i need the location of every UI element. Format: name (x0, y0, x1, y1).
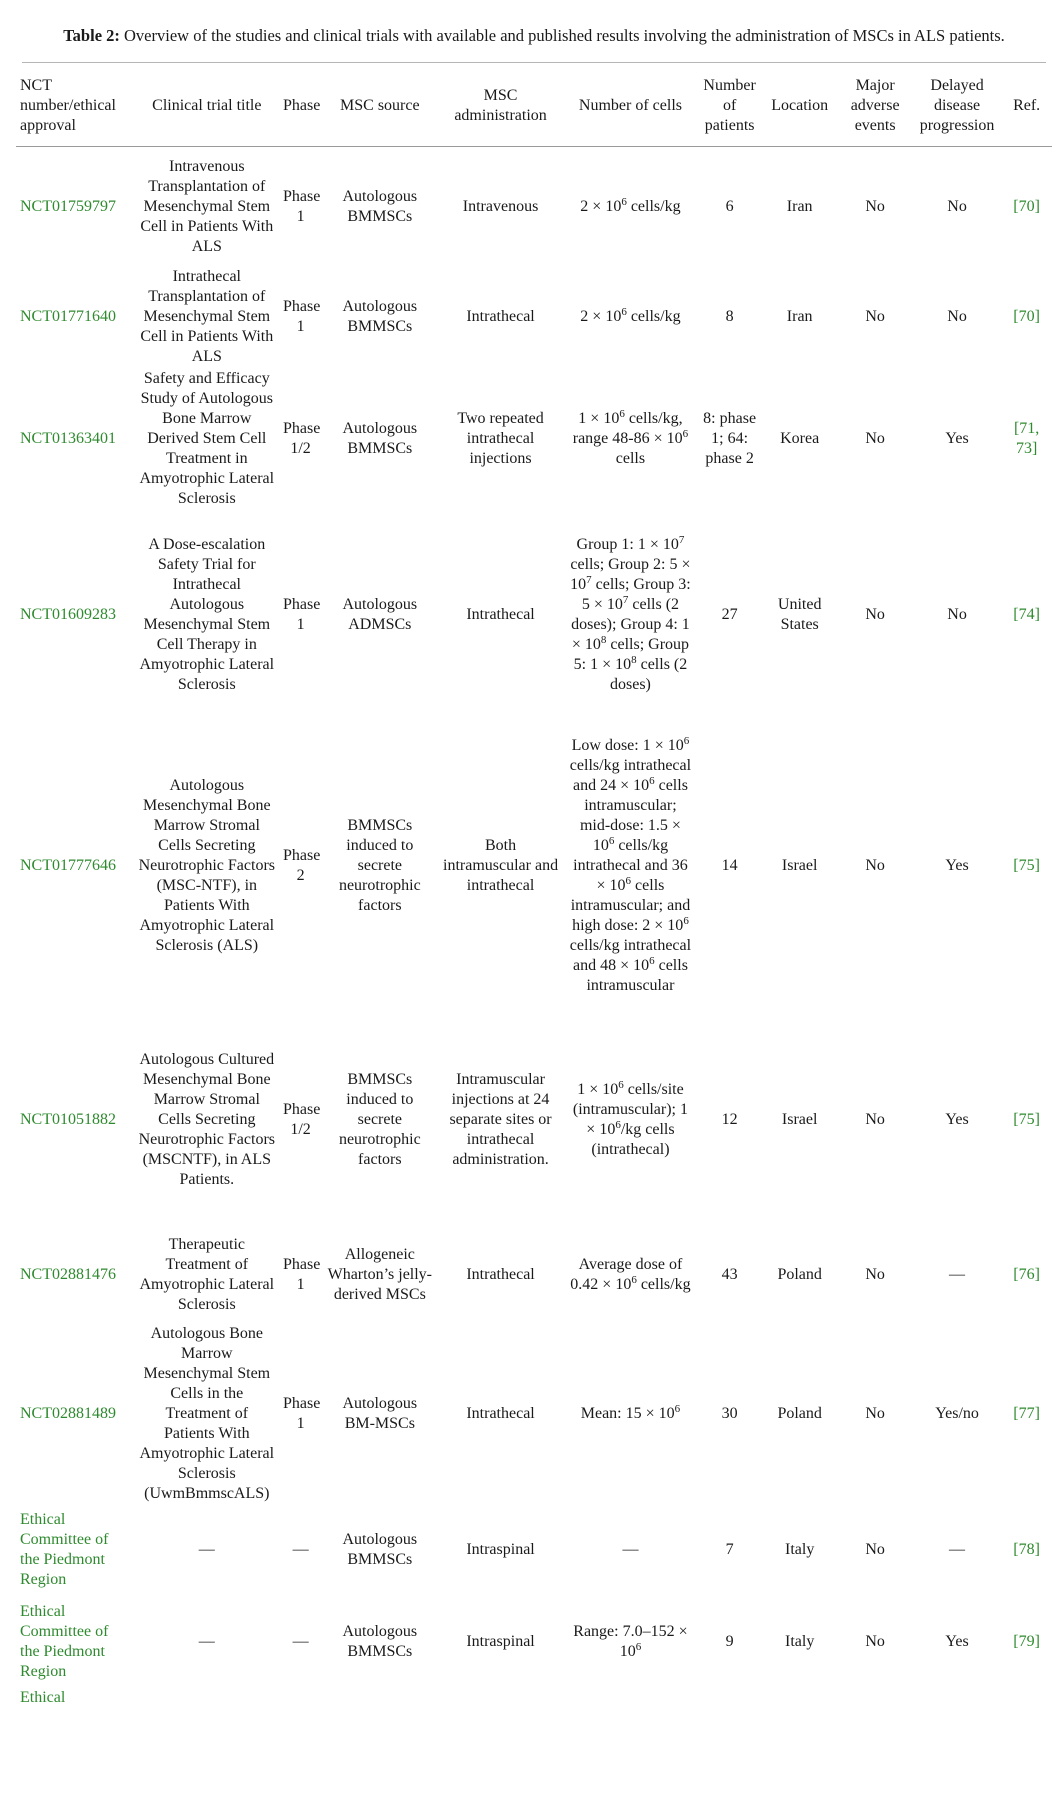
cell-source (322, 1688, 437, 1748)
cell-location-text: Poland (777, 1404, 822, 1422)
cell-delayed-text: — (949, 1266, 966, 1283)
cell-patients-text: 14 (721, 857, 738, 874)
cell-cells (564, 1504, 698, 1596)
table-header-row (16, 66, 1052, 147)
cell-ref: [77] (1013, 1404, 1040, 1422)
header-cells: Number of cells (564, 66, 698, 147)
cell-title-text: Therapeutic Treatment of Amyotrophic Lateral Sclerosis (139, 1236, 275, 1313)
cell-patients (697, 511, 762, 719)
cell-title-text: Autologous Mesenchymal Bone Marrow Stromal Cells Secreting Neurotrophic Factors (MSC-NTF), in Patients With Amyotrophic Lateral Sclerosis (ALS) (138, 777, 275, 954)
caption-label: Table 2: (63, 26, 120, 45)
cell-location (762, 267, 837, 367)
reference-link[interactable]: 78 (1018, 1540, 1035, 1558)
cell-source-text: Autologous BM-MSCs (342, 1394, 418, 1432)
header-patients: Number of patients (697, 66, 762, 147)
cell-nct[interactable] (16, 267, 135, 367)
header-delayed: Delayed disease progression (913, 66, 1001, 147)
cell-nct-text: Ethical (20, 1688, 66, 1706)
cell-delayed-text: Yes (945, 1632, 969, 1650)
cell-text: 1 × 10 (577, 1081, 619, 1098)
header-source: MSC source (322, 66, 437, 147)
cell-delayed-text: Yes (945, 1111, 969, 1128)
cell-location-text: United States (777, 595, 822, 633)
cell-admin-text: Intrathecal (466, 605, 535, 623)
cell-nct[interactable] (16, 1227, 135, 1324)
cell-nct[interactable] (16, 147, 135, 267)
reference-link[interactable]: 76 (1018, 1266, 1035, 1283)
cell-cells (564, 147, 698, 267)
table-row (16, 1504, 1052, 1596)
cell-location-text: Iran (786, 307, 813, 325)
cell-title (135, 267, 279, 367)
cell-phase-text: Phase 1 (283, 187, 321, 225)
cell-title-text: A Dose-escalation Safety Trial for Intrathecal Autologous Mesenchymal Stem Cell Therapy in Amyotrophic Lateral Sclerosis (139, 535, 275, 693)
exponent: 6 (621, 305, 627, 318)
cell-location (762, 1596, 837, 1688)
cell-patients-text: 8: phase 1; 64: phase 2 (703, 409, 757, 467)
reference-link[interactable]: 74 (1018, 605, 1035, 623)
reference-link[interactable]: 79 (1018, 1632, 1035, 1650)
cell-ref (1001, 1688, 1052, 1748)
cell-text: 1 × 10 (578, 409, 620, 427)
cell-location (762, 367, 837, 511)
cell-delayed-text: Yes/no (935, 1404, 979, 1422)
cell-phase-text: — (292, 1632, 309, 1650)
cell-patients-text: 12 (721, 1111, 738, 1128)
cell-admin-text: Intravenous (462, 197, 539, 215)
cell-location-text: Italy (785, 1632, 815, 1650)
cell-ref: [71, 73] (1013, 419, 1040, 457)
cell-title (135, 1504, 279, 1596)
cell-ref: [79] (1013, 1632, 1040, 1650)
exponent: 7 (678, 533, 685, 546)
cell-delayed (913, 267, 1001, 367)
cell-source-text: Allogeneic Wharton’s jelly-derived MSCs (327, 1246, 433, 1303)
cell-admin (437, 267, 563, 367)
cell-admin-text: Two repeated intrathecal injections (457, 409, 544, 467)
cell-adverse (837, 1688, 912, 1748)
cell-location (762, 719, 837, 1014)
cell-phase-text: Phase 1 (283, 1394, 321, 1432)
cell-patients-text: 7 (725, 1540, 734, 1558)
cell-nct-text: NCT02881489 (20, 1404, 116, 1422)
cell-source-text: Autologous BMMSCs (342, 1622, 418, 1660)
cell-phase-text: Phase 1/2 (283, 1101, 321, 1138)
cell-admin (437, 511, 563, 719)
header-title: Clinical trial title (135, 66, 279, 147)
cell-text: 2 × 10 (580, 197, 622, 215)
table-top-rule (22, 62, 1046, 63)
cell-text: Range: 7.0–152 × 10 (573, 1622, 688, 1660)
header-adverse: Major adverse events (837, 66, 912, 147)
cell-source (322, 1014, 437, 1227)
cell-source (322, 719, 437, 1014)
cell-nct-text: NCT01609283 (20, 605, 116, 623)
cell-title (135, 1324, 279, 1504)
cell-source (322, 147, 437, 267)
cell-delayed (913, 1596, 1001, 1688)
reference-link[interactable]: 75 (1018, 1111, 1035, 1128)
cell-title (135, 719, 279, 1014)
exponent: 6 (631, 1274, 637, 1286)
cell-adverse (837, 1324, 912, 1504)
cell-source-text: Autologous BMMSCs (342, 297, 418, 335)
cell-admin-text: Intrathecal (466, 307, 535, 325)
cell-nct[interactable] (16, 511, 135, 719)
cell-title (135, 147, 279, 267)
cell-delayed-text: Yes (945, 857, 969, 874)
cell-ref: [70] (1013, 197, 1040, 215)
cell-ref: [74] (1013, 605, 1040, 623)
cell-adverse-text: No (865, 857, 885, 874)
cell-cells (564, 1227, 698, 1324)
header-ref: Ref. (1001, 66, 1052, 147)
cell-title (135, 1688, 279, 1748)
cell-source (322, 1227, 437, 1324)
cell-patients (697, 1596, 762, 1688)
exponent: 6 (683, 735, 690, 747)
cell-admin (437, 1324, 563, 1504)
cell-adverse-text: No (865, 429, 885, 447)
cell-cells (564, 511, 698, 719)
exponent: 7 (586, 573, 592, 586)
cell-title (135, 1596, 279, 1688)
cell-ref: [75] (1013, 1111, 1040, 1128)
cell-nct-text: NCT02881476 (20, 1266, 116, 1283)
cell-cells (564, 719, 698, 1014)
cell-adverse-text: No (865, 1266, 885, 1283)
exponent: 6 (608, 835, 615, 847)
cell-location-text: Israel (781, 1111, 818, 1128)
table-row (16, 1227, 1052, 1324)
cell-cells (564, 367, 698, 511)
reference-link[interactable]: 77 (1018, 1404, 1035, 1422)
cell-patients-text: 9 (725, 1632, 734, 1650)
cell-phase-text: Phase 1 (283, 1256, 321, 1293)
cell-adverse-text: No (865, 307, 885, 325)
cell-nct[interactable] (16, 367, 135, 511)
cell-title (135, 367, 279, 511)
cell-adverse (837, 719, 912, 1014)
cell-patients (697, 1504, 762, 1596)
cell-delayed-text: No (947, 605, 967, 623)
exponent: 6 (682, 427, 689, 440)
cell-text: cells intramuscular; and high dose: 2 × 10 (570, 877, 691, 934)
cell-adverse (837, 1504, 912, 1596)
cell-delayed (913, 1688, 1001, 1748)
cell-patients (697, 1227, 762, 1324)
cell-admin (437, 1596, 563, 1688)
cell-title-text: — (198, 1632, 215, 1650)
cell-admin-text: Intramuscular injections at 24 separate sites or intrathecal administration. (449, 1071, 552, 1168)
cell-admin (437, 1688, 563, 1748)
cell-location (762, 147, 837, 267)
cell-text: cells (615, 449, 646, 467)
cell-phase (279, 267, 322, 367)
cell-adverse-text: No (865, 197, 885, 215)
cell-patients (697, 367, 762, 511)
reference-link[interactable]: 71, 73 (1015, 419, 1040, 457)
cell-phase (279, 1596, 322, 1688)
cell-delayed (913, 1227, 1001, 1324)
cell-delayed (913, 1014, 1001, 1227)
cell-nct[interactable] (16, 719, 135, 1014)
cell-admin-text: Intrathecal (466, 1404, 535, 1422)
exponent: 6 (615, 1119, 621, 1131)
cell-adverse (837, 511, 912, 719)
cell-location (762, 1324, 837, 1504)
reference-link[interactable]: 70 (1018, 307, 1035, 325)
cell-admin-text: Intraspinal (466, 1540, 535, 1558)
cell-source (322, 1596, 437, 1688)
cell-source (322, 267, 437, 367)
exponent: 8 (600, 633, 607, 646)
cell-source-text: BMMSCs induced to secrete neurotrophic factors (338, 817, 421, 914)
cell-delayed-text: No (947, 307, 967, 325)
cell-nct (16, 1596, 135, 1688)
cell-patients (697, 1688, 762, 1748)
cell-nct-text: NCT01051882 (20, 1111, 116, 1128)
cell-patients-text: 6 (725, 197, 734, 215)
cell-text: cells intramuscular (586, 957, 688, 994)
caption-text: Overview of the studies and clinical trials with available and published results involving the administration of MSCs in ALS patients. (119, 26, 1005, 45)
cell-source-text: BMMSCs induced to secrete neurotrophic factors (338, 1071, 421, 1168)
exponent: 6 (674, 1402, 681, 1415)
table-row (16, 147, 1052, 267)
cell-admin (437, 147, 563, 267)
exponent: 7 (622, 593, 629, 606)
cell-text: cells/kg (626, 307, 681, 325)
reference-link[interactable]: 70 (1018, 197, 1035, 215)
table-row (16, 367, 1052, 511)
cell-cells (564, 1324, 698, 1504)
cell-adverse-text: No (865, 605, 885, 623)
cell-cells (564, 1688, 698, 1748)
cell-admin (437, 1504, 563, 1596)
exponent: 6 (621, 195, 627, 208)
exponent: 8 (631, 653, 637, 666)
cell-text: cells/kg (636, 1276, 691, 1293)
cell-text: cells; Group 3: 5 × 10 (581, 575, 691, 613)
cell-delayed (913, 719, 1001, 1014)
cell-delayed (913, 147, 1001, 267)
cell-location-text: Israel (781, 857, 818, 874)
cell-source-text: Autologous BMMSCs (342, 419, 418, 457)
cell-ref: [75] (1013, 857, 1040, 874)
cell-delayed (913, 1504, 1001, 1596)
cell-location-text: Poland (777, 1266, 822, 1283)
cell-location (762, 1014, 837, 1227)
cell-patients-text: 27 (721, 605, 738, 623)
cell-phase (279, 367, 322, 511)
cell-ref: [78] (1013, 1540, 1040, 1558)
cell-delayed (913, 511, 1001, 719)
cell-cells (564, 1014, 698, 1227)
cell-text: cells/kg intrathecal and 48 × 10 (569, 937, 692, 974)
header-admin: MSC administration (437, 66, 563, 147)
cell-text: — (622, 1540, 639, 1558)
table-row (16, 1688, 1052, 1748)
cell-text: /kg cells (intrathecal) (591, 1121, 675, 1158)
cell-text: cells (2 doses); Group 4: 1 × 10 (571, 595, 690, 653)
cell-nct-text: NCT01759797 (20, 197, 116, 215)
cell-title-text: Intrathecal Transplantation of Mesenchymal Stem Cell in Patients With ALS (140, 267, 274, 365)
cell-nct (16, 1688, 135, 1748)
exponent: 6 (619, 407, 625, 420)
cell-location (762, 511, 837, 719)
cell-text: cells (2 doses) (610, 655, 688, 693)
cell-title-text: Autologous Cultured Mesenchymal Bone Marrow Stromal Cells Secreting Neurotrophic Factors (MSCNTF), in ALS Patients. (138, 1051, 275, 1188)
cell-admin-text: Intraspinal (466, 1632, 535, 1650)
cell-text: cells/kg, range 48-86 × 10 (572, 409, 683, 447)
cell-delayed-text: Yes (945, 429, 969, 447)
cell-admin (437, 719, 563, 1014)
cell-source (322, 367, 437, 511)
exponent: 6 (625, 875, 632, 887)
cell-patients (697, 1014, 762, 1227)
cell-text: Mean: 15 × 10 (580, 1404, 675, 1422)
table-row (16, 719, 1052, 1014)
cell-title-text: Safety and Efficacy Study of Autologous Bone Marrow Derived Stem Cell Treatment in Amyotrophic Lateral Sclerosis (139, 369, 275, 507)
cell-source-text: Autologous ADMSCs (342, 595, 418, 633)
cell-source-text: Autologous BMMSCs (342, 187, 418, 225)
cell-nct[interactable] (16, 1014, 135, 1227)
cell-adverse (837, 1596, 912, 1688)
cell-adverse-text: No (865, 1632, 885, 1650)
cell-location-text: Iran (786, 197, 813, 215)
cell-patients (697, 1324, 762, 1504)
cell-phase (279, 719, 322, 1014)
cell-patients (697, 147, 762, 267)
cell-phase-text: Phase 2 (283, 847, 321, 884)
cell-phase (279, 1688, 322, 1748)
cell-phase-text: — (292, 1540, 309, 1558)
cell-delayed-text: No (947, 197, 967, 215)
cell-admin (437, 1227, 563, 1324)
cell-text: cells/kg intrathecal and 24 × 10 (569, 757, 692, 794)
reference-link[interactable]: 75 (1018, 857, 1035, 874)
cell-location-text: Korea (780, 429, 820, 447)
cell-title (135, 511, 279, 719)
cell-source (322, 511, 437, 719)
cell-adverse (837, 367, 912, 511)
cell-source (322, 1504, 437, 1596)
cell-text: Average dose of 0.42 × 10 (570, 1256, 683, 1293)
cell-phase-text: Phase 1 (283, 297, 321, 335)
cell-text: Low dose: 1 × 10 (571, 737, 684, 754)
cell-phase (279, 511, 322, 719)
cell-admin-text: Intrathecal (466, 1266, 535, 1283)
exponent: 6 (683, 915, 689, 927)
exponent: 6 (635, 1640, 642, 1653)
cell-phase (279, 147, 322, 267)
cell-patients-text: 43 (721, 1266, 738, 1283)
header-location: Location (762, 66, 837, 147)
cell-delayed (913, 1324, 1001, 1504)
cell-source (322, 1324, 437, 1504)
cell-nct-text: Ethical Committee of the Piedmont Region (20, 1510, 109, 1588)
cell-source-text: Autologous BMMSCs (342, 1530, 418, 1568)
cell-text: 2 × 10 (580, 307, 622, 325)
cell-location (762, 1504, 837, 1596)
cell-adverse-text: No (865, 1111, 885, 1128)
cell-nct[interactable] (16, 1324, 135, 1504)
cell-text: Group 1: 1 × 10 (576, 535, 679, 553)
cell-phase (279, 1504, 322, 1596)
table-row (16, 511, 1052, 719)
cell-text: cells; Group 5: 1 × 10 (573, 635, 690, 673)
cell-title-text: Intravenous Transplantation of Mesenchymal Stem Cell in Patients With ALS (140, 157, 274, 255)
cell-delayed-text: — (949, 1540, 966, 1558)
cell-cells (564, 1596, 698, 1688)
table-row (16, 1014, 1052, 1227)
cell-ref: [76] (1013, 1266, 1040, 1283)
cell-phase-text: Phase 1 (283, 595, 321, 633)
cell-cells (564, 267, 698, 367)
cell-nct-text: NCT01777646 (20, 857, 116, 874)
cell-phase (279, 1324, 322, 1504)
cell-nct-text: NCT01771640 (20, 307, 116, 325)
cell-text: cells; Group 2: 5 × 10 (570, 555, 691, 593)
cell-adverse-text: No (865, 1404, 885, 1422)
cell-title-text: — (198, 1540, 215, 1558)
table-body (16, 147, 1052, 1748)
cell-adverse (837, 267, 912, 367)
cell-title-text: Autologous Bone Marrow Mesenchymal Stem Cells in the Treatment of Patients With Amyotrophic Lateral Sclerosis (UwmBmmscALS) (139, 1324, 275, 1502)
cell-patients-text: 30 (721, 1404, 738, 1422)
cell-admin (437, 367, 563, 511)
studies-table (16, 66, 1052, 1748)
cell-title (135, 1227, 279, 1324)
cell-phase (279, 1014, 322, 1227)
exponent: 6 (649, 775, 655, 787)
cell-nct-text: Ethical Committee of the Piedmont Region (20, 1602, 109, 1680)
cell-admin (437, 1014, 563, 1227)
cell-patients (697, 719, 762, 1014)
cell-admin-text: Both intramuscular and intrathecal (443, 837, 559, 894)
cell-title (135, 1014, 279, 1227)
exponent: 6 (618, 1079, 624, 1091)
table-caption (22, 24, 1046, 48)
cell-text: cells/kg (626, 197, 681, 215)
cell-phase (279, 1227, 322, 1324)
cell-patients-text: 8 (725, 307, 734, 325)
cell-nct-text: NCT01363401 (20, 429, 116, 447)
cell-text: cells/site (intramuscular); 1 × 10 (572, 1081, 688, 1138)
cell-delayed (913, 367, 1001, 511)
cell-ref: [70] (1013, 307, 1040, 325)
cell-location-text: Italy (785, 1540, 815, 1558)
cell-text: cells/kg intrathecal and 36 × 10 (573, 837, 688, 894)
cell-adverse (837, 1014, 912, 1227)
header-phase: Phase (279, 66, 322, 147)
cell-patients (697, 267, 762, 367)
exponent: 6 (649, 955, 655, 967)
header-nct: NCT number/ethical approval (16, 66, 135, 147)
cell-adverse (837, 1227, 912, 1324)
cell-location (762, 1688, 837, 1748)
cell-adverse (837, 147, 912, 267)
cell-location (762, 1227, 837, 1324)
cell-text: cells intramuscular; mid-dose: 1.5 × 10 (579, 777, 688, 854)
cell-phase-text: Phase 1/2 (283, 419, 321, 457)
cell-nct (16, 1504, 135, 1596)
table-row (16, 1324, 1052, 1504)
table-row (16, 1596, 1052, 1688)
cell-adverse-text: No (865, 1540, 885, 1558)
table-row (16, 267, 1052, 367)
